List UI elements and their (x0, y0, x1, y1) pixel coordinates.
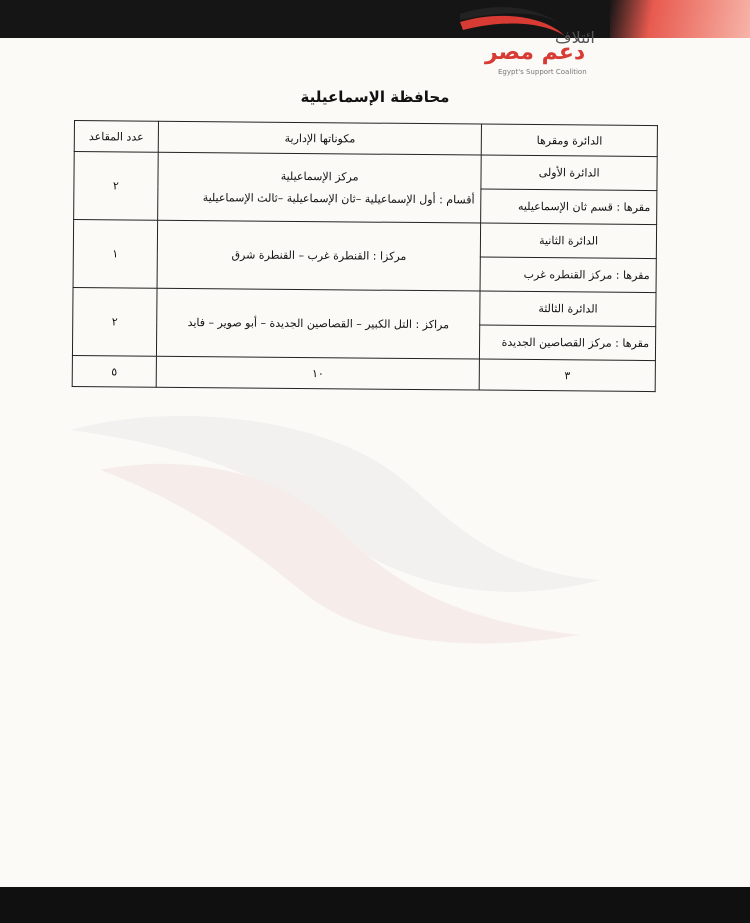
district-seat: مقرها : قسم ثان الإسماعيليه (481, 189, 657, 225)
total-units: ١٠ (156, 356, 480, 390)
district-units (158, 152, 482, 223)
district-name: الدائرة الأولى (481, 155, 657, 191)
logo-line-name: دعم مصر (485, 40, 586, 65)
district-seat: مقرها : مركز القصاصين الجديدة (480, 325, 656, 361)
district-seat: مقرها : مركز القنطره غرب (480, 257, 656, 293)
district-name: الدائرة الثالثة (480, 291, 656, 327)
logo-line-coalition: ائتلاف (555, 28, 595, 47)
district-units (157, 220, 481, 291)
units-line: مركزا : القنطرة غرب – القنطرة شرق (231, 247, 407, 263)
district-seats: ٢ (74, 152, 159, 221)
table-header-row (74, 121, 657, 157)
district-units (156, 288, 480, 359)
units-line: مركز الإسماعيلية (280, 169, 359, 183)
watermark-logo-icon (60, 410, 620, 660)
total-districts: ٣ (479, 359, 655, 392)
page-title: محافظة الإسماعيلية (300, 88, 450, 106)
logo-line-english: Egypt's Support Coalition (498, 68, 587, 76)
district-name: الدائرة الثانية (481, 223, 657, 259)
header-seats: عدد المقاعد (74, 121, 158, 153)
header-units: مكوناتها الإدارية (158, 121, 482, 155)
top-red-band (610, 0, 750, 40)
district-seats: ١ (73, 220, 158, 289)
districts-table (72, 120, 658, 392)
bottom-dark-edge (0, 887, 750, 923)
total-seats: ٥ (72, 355, 156, 387)
header-district: الدائرة ومقرها (481, 124, 657, 157)
totals-row (72, 355, 655, 391)
table-row (73, 220, 656, 259)
table-row (73, 287, 656, 326)
units-line: أقسام : أول الإسماعيلية –ثان الإسماعيلية –ثالث الإسماعيلية (202, 190, 475, 206)
table-row (74, 152, 657, 191)
district-seats: ٢ (72, 287, 157, 356)
units-line: مراكز : التل الكبير – القصاصين الجديدة – أبو صوير – فايد (187, 315, 450, 331)
